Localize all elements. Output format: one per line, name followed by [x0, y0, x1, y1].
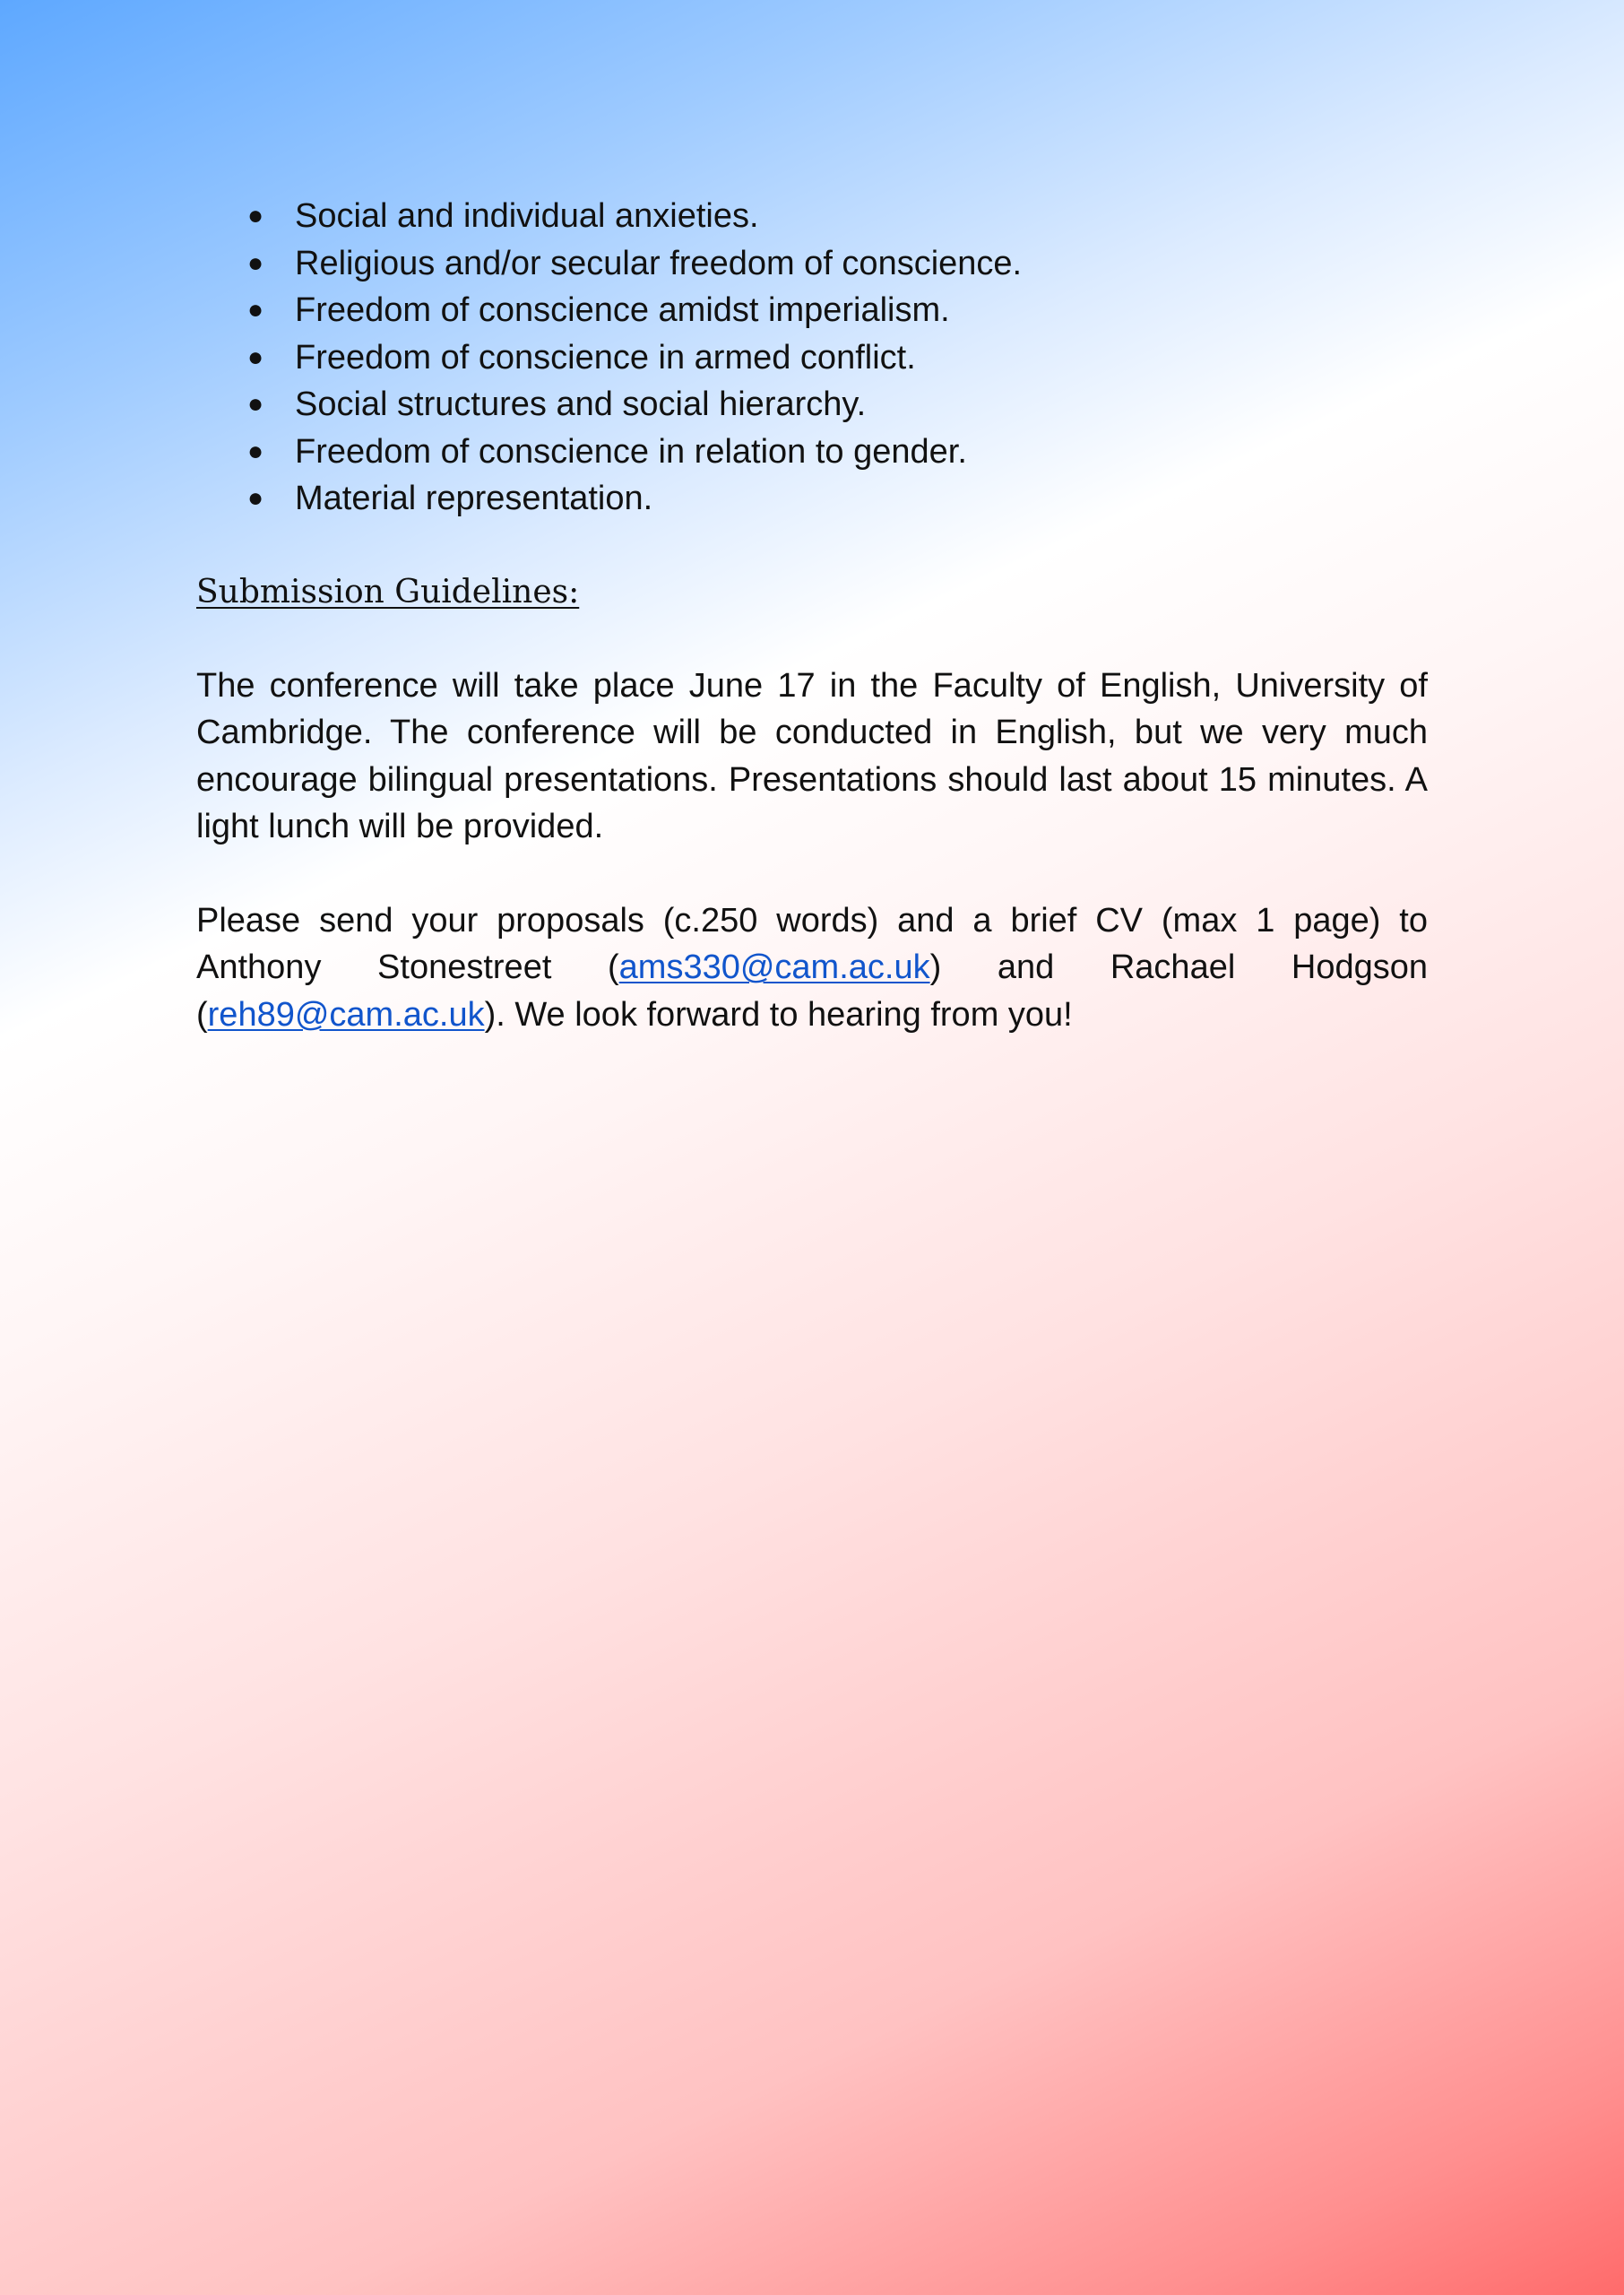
- proposal-instructions-paragraph: [196, 897, 1428, 1039]
- bullet-icon: ●: [247, 389, 264, 419]
- proposal-outro-text: ). We look forward to hearing from you!: [484, 995, 1073, 1034]
- document-page: [196, 193, 1428, 1072]
- list-item-text: Religious and/or secular freedom of conscience.: [295, 244, 1023, 282]
- conference-details-paragraph: The conference will take place June 17 in the Faculty of English, University of Cambridge. The conference will be conducted in English, but we very much encourage bilingual presentations. Presentations should last about 15 minutes. A light lunch will be provided.: [196, 666, 1428, 845]
- list-item-text: Freedom of conscience amidst imperialism.: [295, 291, 950, 329]
- list-item-text: Material representation.: [295, 480, 653, 517]
- list-item: [196, 381, 1428, 429]
- topic-list: [196, 193, 1428, 523]
- email-link-rachael[interactable]: reh89@cam.ac.uk: [207, 995, 485, 1034]
- list-item-text: Freedom of conscience in relation to gender.: [295, 432, 967, 471]
- list-item: [196, 429, 1428, 476]
- list-item-text: Freedom of conscience in armed conflict.: [295, 338, 916, 377]
- bullet-icon: ●: [247, 483, 264, 513]
- bullet-icon: ●: [247, 247, 264, 278]
- bullet-icon: ●: [247, 436, 264, 466]
- list-item: [196, 287, 1428, 334]
- email-link-anthony[interactable]: ams330@cam.ac.uk: [618, 948, 930, 986]
- list-item: [196, 475, 1428, 523]
- list-item: [196, 240, 1428, 288]
- bullet-icon: ●: [247, 201, 264, 230]
- list-item-text: Social structures and social hierarchy.: [295, 385, 867, 423]
- bullet-icon: ●: [247, 295, 264, 325]
- list-item: [196, 193, 1428, 240]
- proposal-middle-text: ) and Rachael Hodgson (: [196, 948, 1428, 1034]
- submission-guidelines-heading: Submission Guidelines:: [196, 573, 580, 611]
- list-item-text: Social and individual anxieties.: [295, 197, 759, 235]
- bullet-icon: ●: [247, 342, 264, 372]
- list-item: [196, 334, 1428, 382]
- proposal-intro-text: Please send your proposals (c.250 words) and a brief CV (max 1 page) to Anthony Stonestreet (: [196, 901, 1428, 986]
